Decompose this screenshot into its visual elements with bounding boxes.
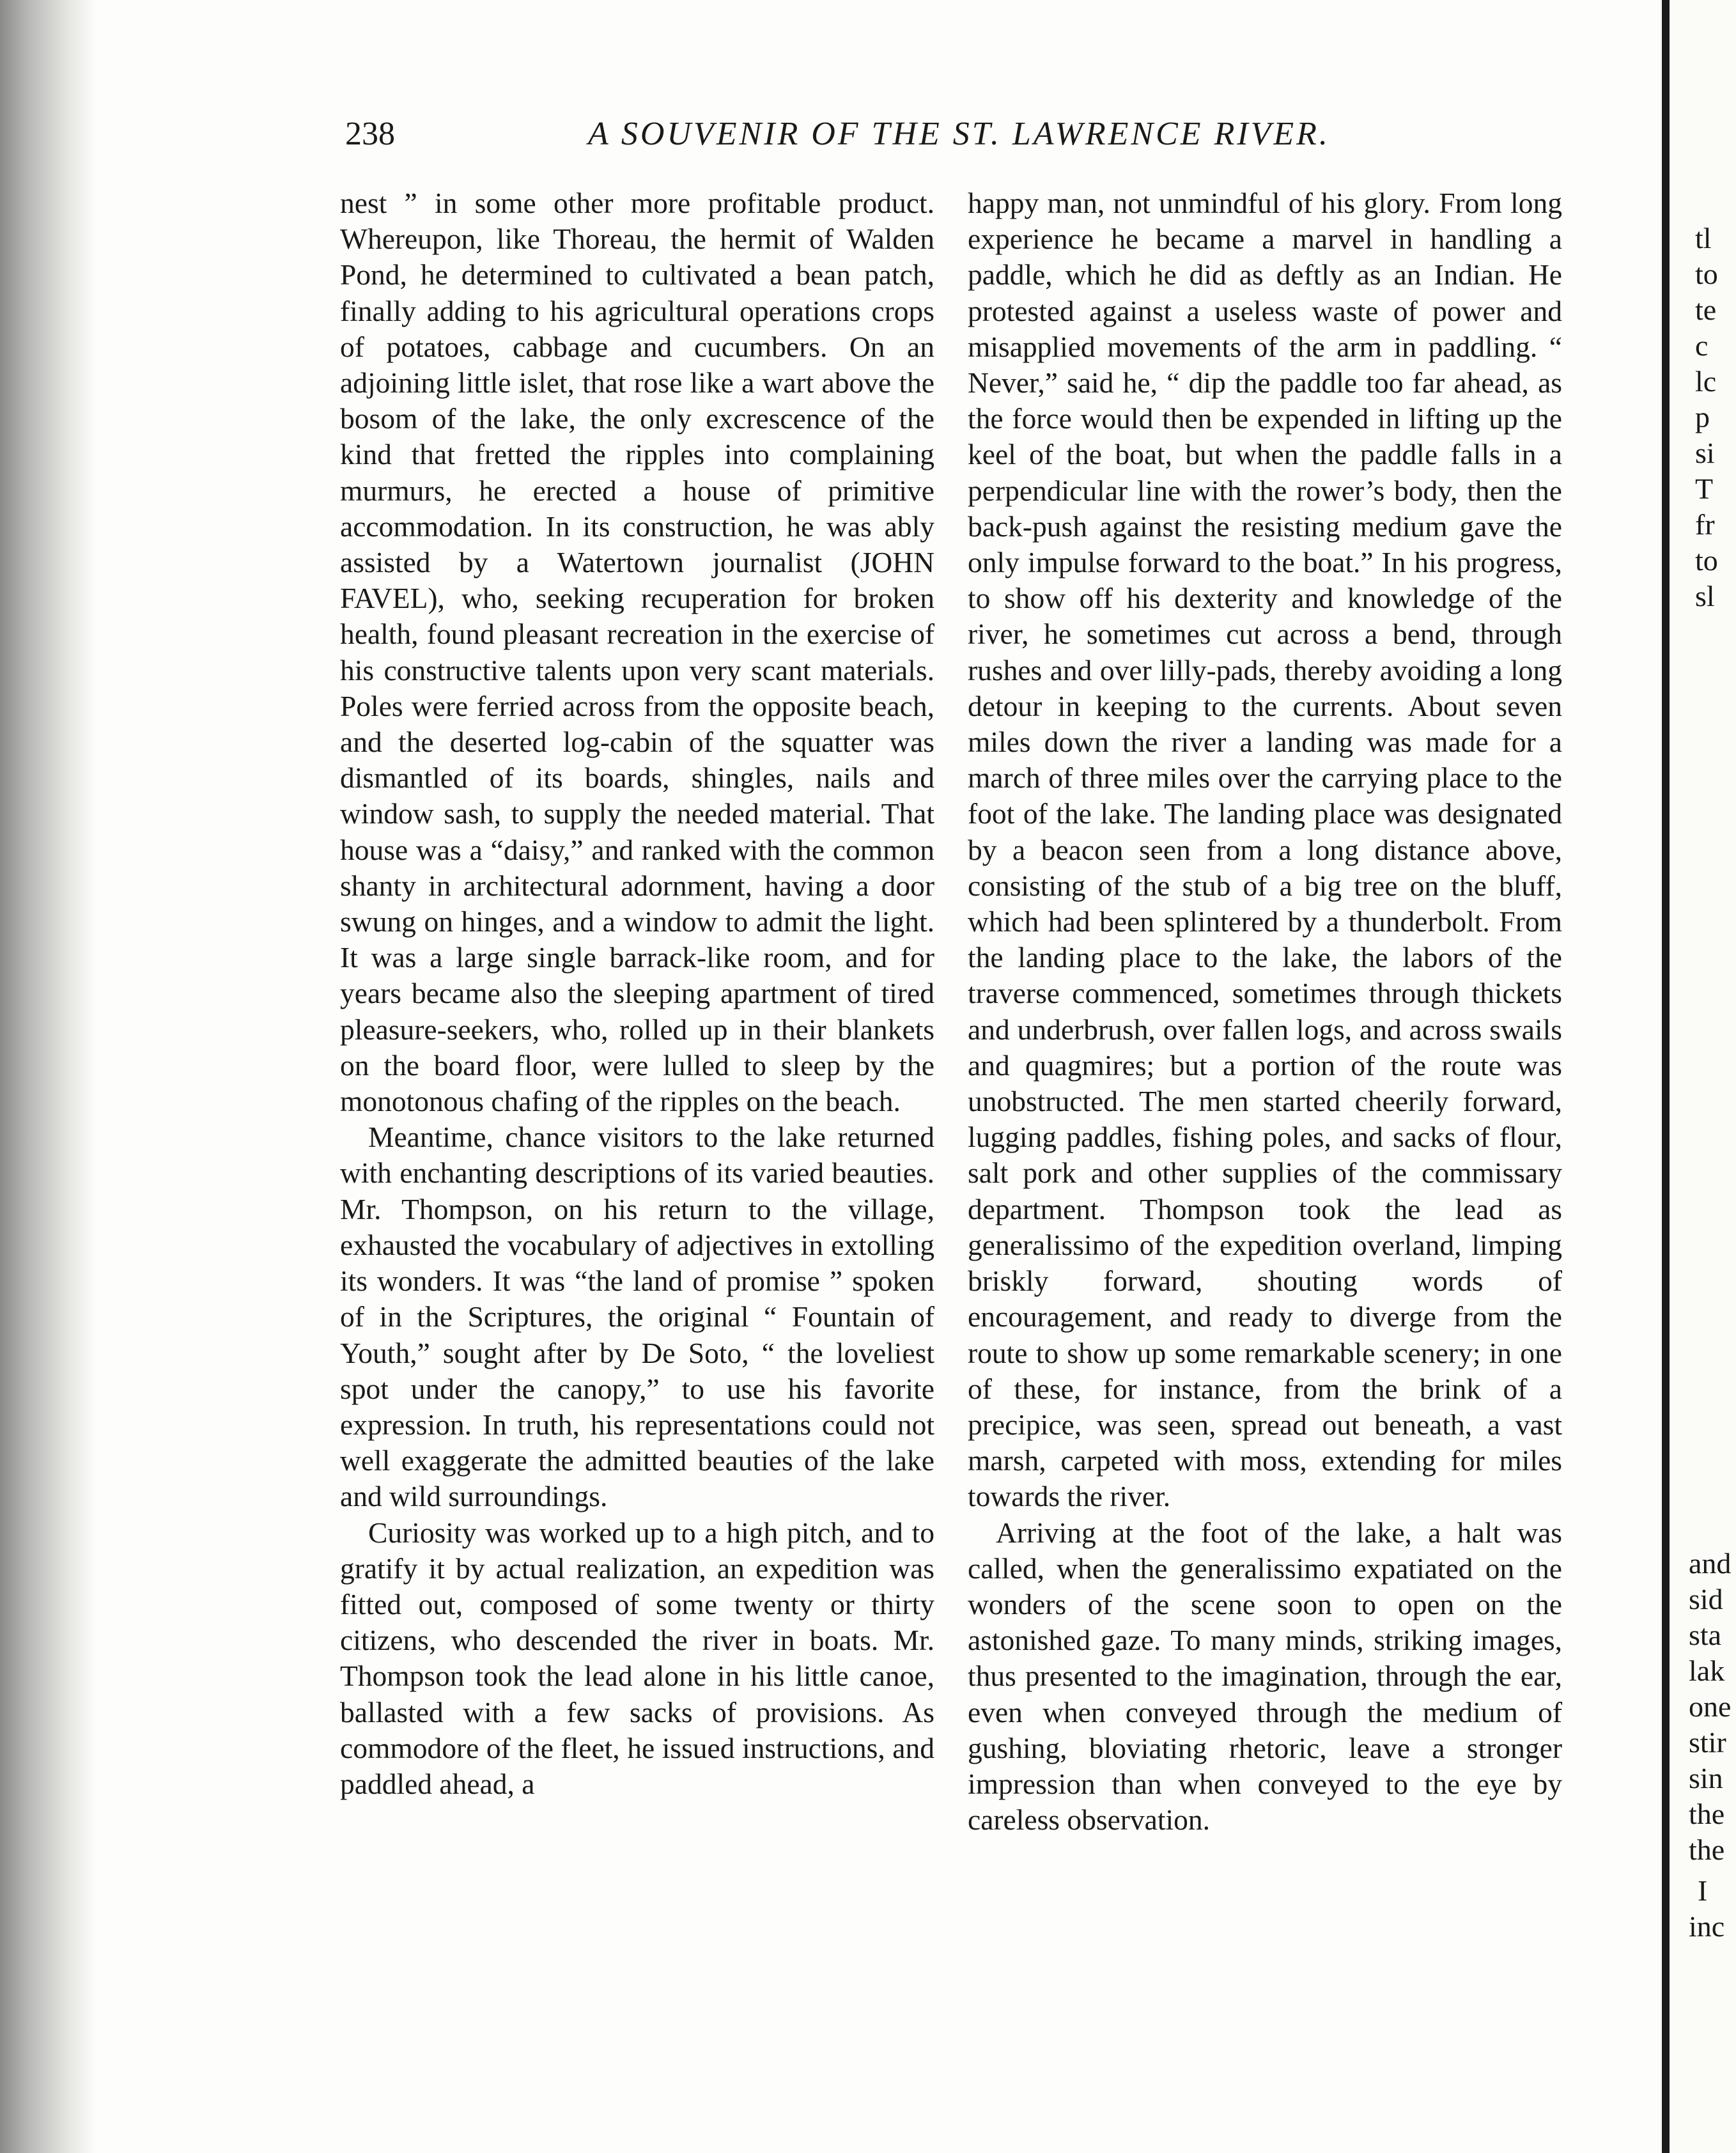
- right-paragraph-1: happy man, not unmindful of his glory. From long experience he became a marvel in handling a paddle, which he did as deftly as an Indian. He protested against a useless waste of power and misapplied movements of the arm in paddling. “ Never,” said he, “ dip the paddle too far ahead, as the force would then be expended in lifting up the keel of the boat, but when the paddle falls in a perpendicular line with the rower’s body, then the back-push against the resisting medium gave the only impulse forward to the boat.” In his progress, to show off his dexterity and knowledge of the river, he sometimes cut across a bend, through rushes and over lilly-pads, thereby avoiding a long detour in keeping to the currents. About seven miles down the river a landing was made for a march of three miles over the carrying place to the foot of the lake. The landing place was designated by a beacon seen from a long distance above, consisting of the stub of a big tree on the bluff, which had been splintered by a thunderbolt. From the landing place to the lake, the labors of the traverse commenced, sometimes through thickets and underbrush, over fallen logs, and across swails and quagmires; but a portion of the route was unobstructed. The men started cheerily forward, lugging paddles, fishing poles, and sacks of flour, salt pork and other supplies of the commissary department. Thompson took the lead as generalissimo of the expedition overland, limping briskly forward, shouting words of encouragement, and ready to diverge from the route to show up some remarkable scenery; in one of these, for instance, from the brink of a precipice, was seen, spread out beneath, a vast marsh, carpeted with moss, extending for miles towards the river.: [968, 187, 1562, 1513]
- right-paragraph-2: Arriving at the foot of the lake, a halt was called, when the generalissimo expatiated on the wonders of the scene soon to open on the astonished gaze. To many minds, striking images, thus presented to the imagination, through the ear, even when conveyed through the medium of gushing, bloviating rhetoric, leave a stronger impression than when conveyed to the eye by careless observation.: [968, 1516, 1562, 1837]
- left-column: [340, 185, 934, 1802]
- facing-page-edge: [1670, 0, 1736, 2153]
- left-paragraph-2: Meantime, chance visitors to the lake returned with enchanting descriptions of its varied beauties. Mr. Thompson, on his return to the village, exhausted the vocabulary of adjectives in extolling its wonders. It was “the land of promise ” spoken of in the Scriptures, the original “ Fountain of Youth,” sought after by De Soto, “ the loveliest spot under the canopy,” to use his favorite expression. In truth, his representations could not well exaggerate the admitted beauties of the lake and wild surroundings.: [340, 1121, 934, 1513]
- facing-fragment: T: [1695, 472, 1714, 505]
- left-paragraph-1: nest ” in some other more profitable product. Whereupon, like Thoreau, the hermit of Walden Pond, he determined to cultivated a bean patch, finally adding to his agricultural operations crops of potatoes, cabbage and cucumbers. On an adjoining little islet, that rose like a wart above the bosom of the lake, the only excrescence of the kind that fretted the ripples into complaining murmurs, he erected a house of primitive accommodation. In its construction, he was ably assisted by a Watertown journalist (JOHN FAVEL), who, seeking recuperation for broken health, found pleasant recreation in the exercise of his constructive talents upon very scant materials. Poles were ferried across from the opposite beach, and the deserted log-cabin of the squatter was dismantled of its boards, shingles, nails and window sash, to supply the needed material. That house was a “daisy,” and ranked with the common shanty in architectural adornment, having a door swung on hinges, and a window to admit the light. It was a large single barrack-like room, and for years became also the sleeping apartment of tired pleasure-seekers, who, rolled up in their blankets on the board floor, were lulled to sleep by the monotonous chafing of the ripples on the beach.: [340, 187, 934, 1118]
- facing-fragment: inc: [1689, 1910, 1725, 1943]
- facing-fragment: I: [1698, 1874, 1708, 1907]
- right-column: [968, 185, 1562, 1838]
- facing-fragment: tl: [1695, 222, 1712, 254]
- facing-fragment: one: [1689, 1690, 1732, 1723]
- facing-fragment: sl: [1695, 580, 1715, 612]
- running-title: A SOUVENIR OF THE ST. LAWRENCE RIVER.: [588, 116, 1330, 152]
- facing-fragment: sid: [1689, 1583, 1723, 1615]
- facing-fragment: si: [1695, 437, 1715, 469]
- facing-fragment: stir: [1689, 1726, 1726, 1759]
- facing-fragment: the: [1689, 1833, 1725, 1866]
- facing-fragment: and: [1689, 1547, 1732, 1580]
- left-paragraph-3: Curiosity was worked up to a high pitch, and to gratify it by actual realization, an expedition was fitted out, composed of some twenty or thirty citizens, who descended the river in boats. Mr. Thompson took the lead alone in his little canoe, ballasted with a few sacks of provisions. As commodore of the fleet, he issued instructions, and paddled ahead, a: [340, 1516, 934, 1800]
- facing-fragment: sin: [1689, 1762, 1723, 1794]
- facing-fragment: te: [1695, 293, 1717, 326]
- facing-fragment: the: [1689, 1798, 1725, 1830]
- facing-fragment: p: [1695, 401, 1710, 433]
- facing-fragment: to: [1695, 544, 1718, 577]
- facing-fragment: c: [1695, 329, 1709, 362]
- facing-fragment: lc: [1695, 365, 1717, 398]
- facing-fragment: fr: [1695, 508, 1715, 541]
- book-gutter-shadow: [0, 0, 96, 2153]
- facing-fragment: to: [1695, 258, 1718, 290]
- facing-fragment: sta: [1689, 1619, 1722, 1651]
- facing-fragment: lak: [1689, 1654, 1725, 1687]
- page-number: 238: [345, 116, 395, 152]
- book-spine-edge: [1662, 0, 1670, 2153]
- page-header: [345, 115, 1572, 166]
